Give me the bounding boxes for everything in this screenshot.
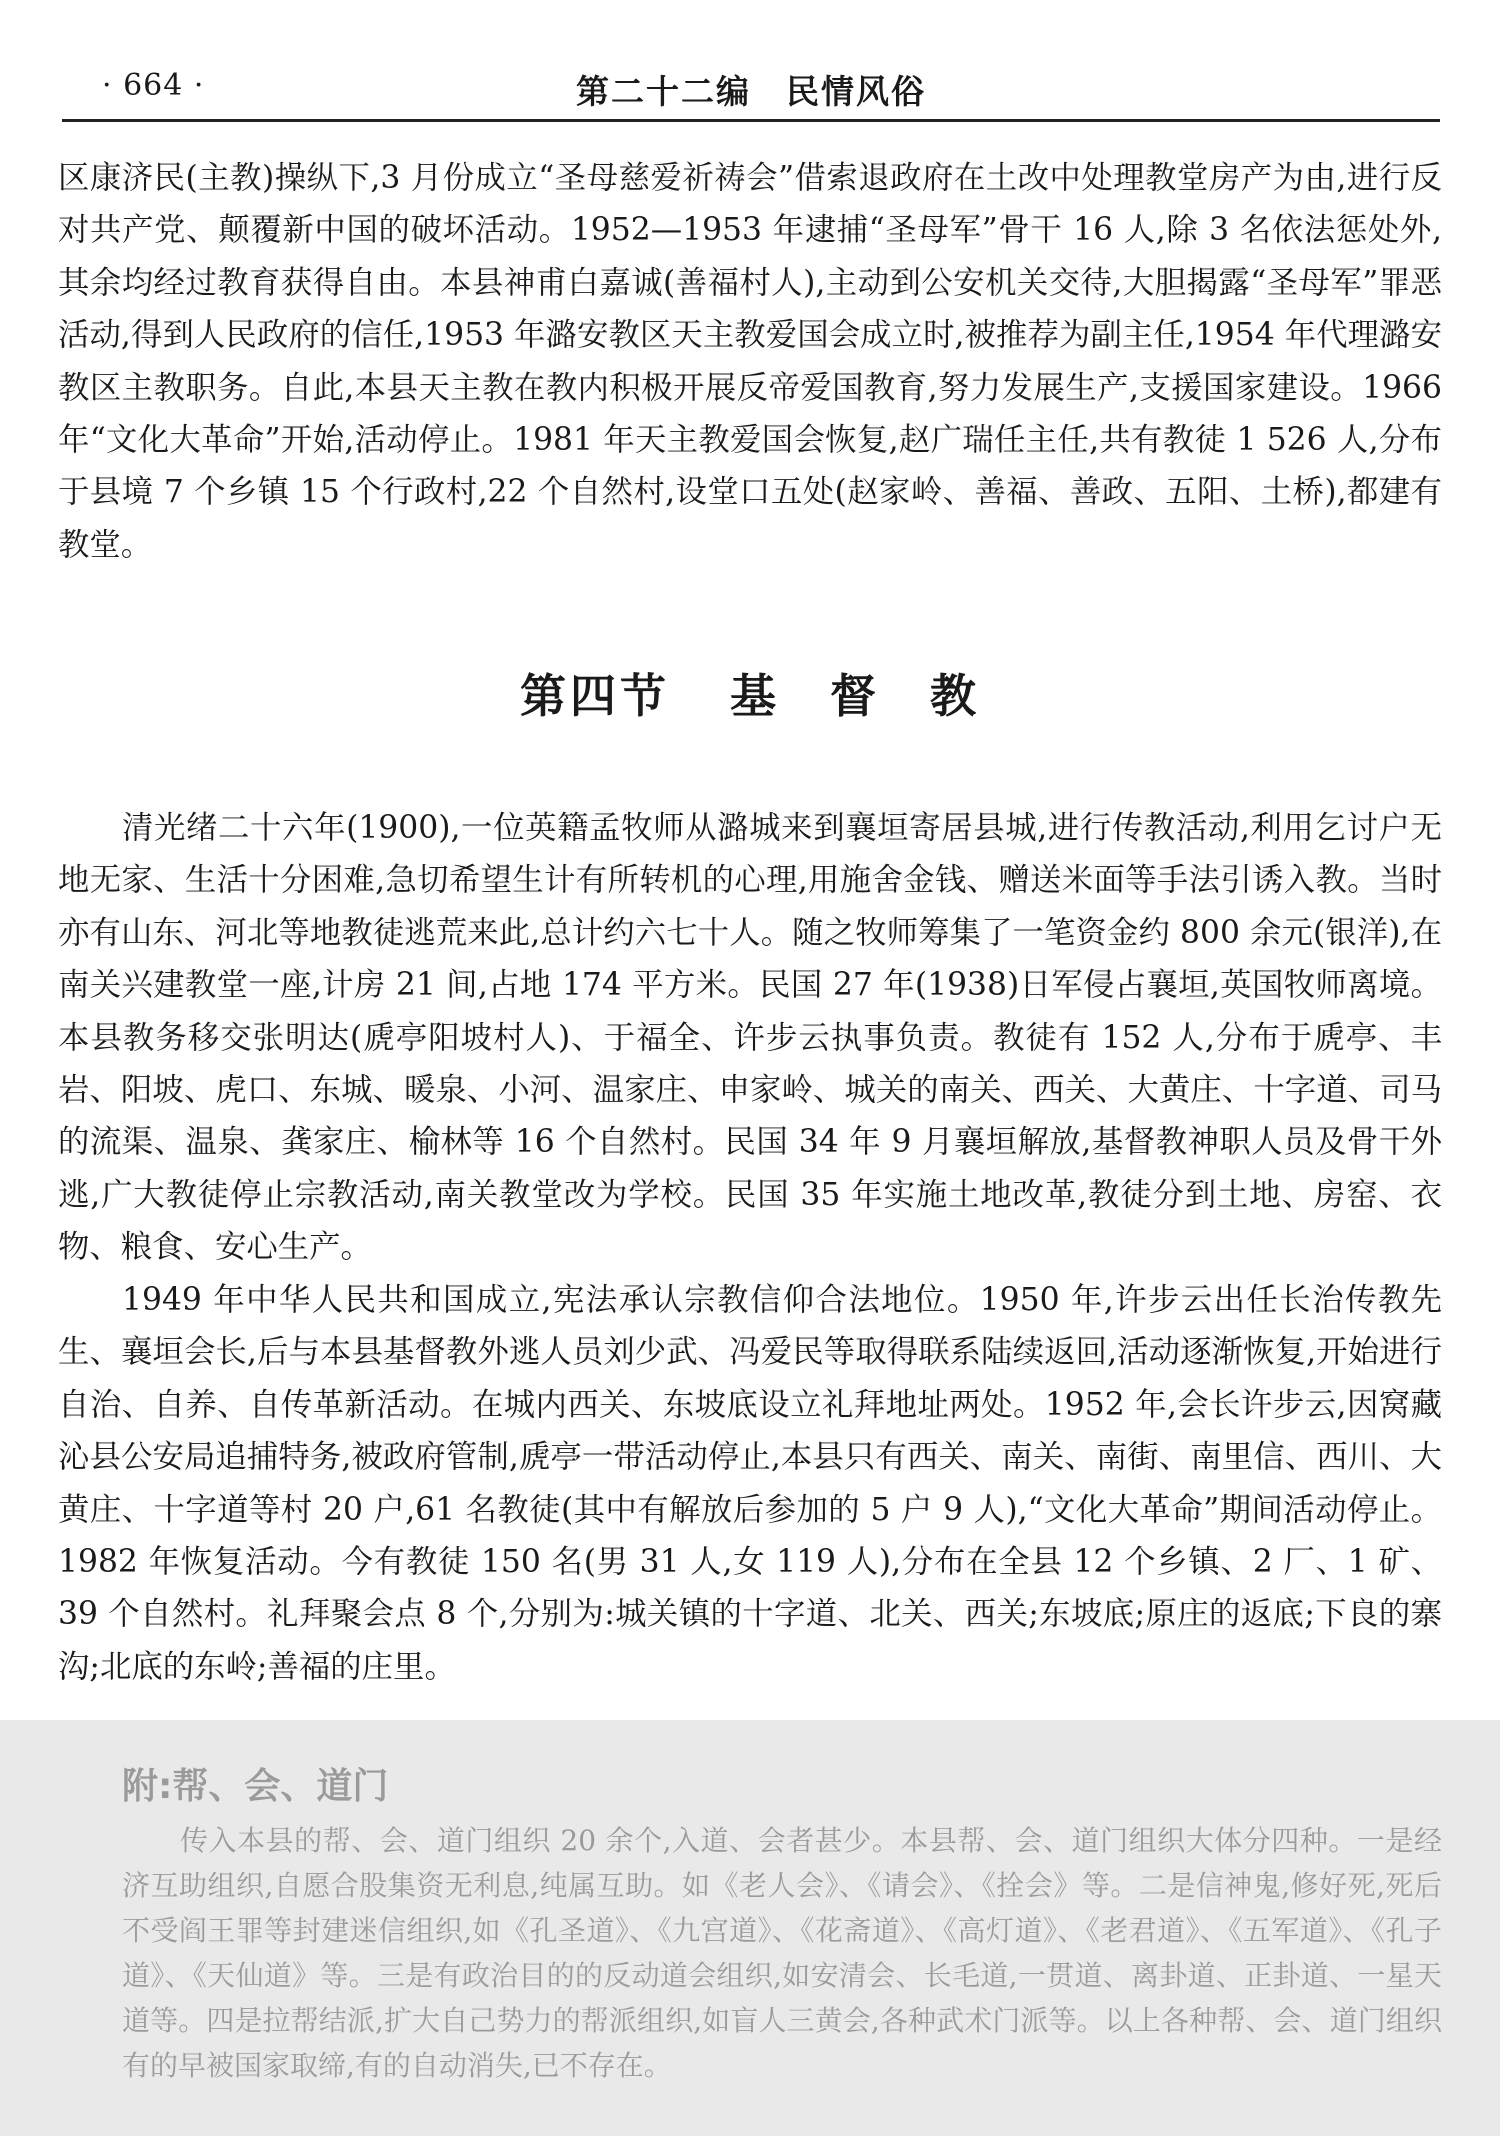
page-number: · 664 ·	[102, 68, 205, 103]
section-paragraph-2: 1949 年中华人民共和国成立,宪法承认宗教信仰合法地位。1950 年,许步云出任长治传教先生、襄垣会长,后与本县基督教外逃人员刘少武、冯爱民等取得联系陆续返回,活动逐渐恢复,开始进行自治、自养、自传革新活动。在城内西关、东坡底设立礼拜地址两处。1952 年,会长许步云,因窝藏沁县公安局追捕特务,被政府管制,虒亭一带活动停止,本县只有西关、南关、南街、南里信、西川、大黄庄、十字道等村 20 户,61 名教徒(其中有解放后参加的 5 户 9 人),“文化大革命”期间活动停止。1982 年恢复活动。今有教徒 150 名(男 31 人,女 119 人),分布在全县 12 个乡镇、2 厂、1 矿、39 个自然村。礼拜聚会点 8 个,分别为:城关镇的十字道、北关、西关;东坡底;原庄的返底;下良的寨沟;北底的东岭;善福的庄里。	[58, 1282, 1442, 1685]
appendix-panel	[0, 1720, 1500, 2136]
section-title	[0, 660, 1500, 726]
header-rule	[62, 119, 1440, 122]
page-header	[62, 58, 1440, 122]
section-heading: 基 督 教	[730, 669, 980, 723]
section-paragraph-1: 清光绪二十六年(1900),一位英籍孟牧师从潞城来到襄垣寄居县城,进行传教活动,利用乞讨户无地无家、生活十分困难,急切希望生计有所转机的心理,用施舍金钱、赠送米面等手法引诱入教。当时亦有山东、河北等地教徒逃荒来此,总计约六七十人。随之牧师筹集了一笔资金约 800 余元(银洋),在南关兴建教堂一座,计房 21 间,占地 174 平方米。民国 27 年(1938)日军侵占襄垣,英国牧师离境。本县教务移交张明达(虒亭阳坡村人)、于福全、许步云执事负责。教徒有 152 人,分布于虒亭、丰岩、阳坡、虎口、东城、暖泉、小河、温家庄、申家岭、城关的南关、西关、大黄庄、十字道、司马的流渠、温泉、龚家庄、榆林等 16 个自然村。民国 34 年 9 月襄垣解放,基督教神职人员及骨干外逃,广大教徒停止宗教活动,南关教堂改为学校。民国 35 年实施土地改革,教徒分到土地、房窑、衣物、粮食、安心生产。	[58, 810, 1442, 1266]
continued-paragraph: 区康济民(主教)操纵下,3 月份成立“圣母慈爱祈祷会”借索退政府在土改中处理教堂房产为由,进行反对共产党、颠覆新中国的破坏活动。1952—1953 年逮捕“圣母军”骨干 16 人,除 3 名依法惩处外,其余均经过教育获得自由。本县神甫白嘉诚(善福村人),主动到公安机关交待,大胆揭露“圣母军”罪恶活动,得到人民政府的信任,1953 年潞安教区天主教爱国会成立时,被推荐为副主任,1954 年代理潞安教区主教职务。自此,本县天主教在教内积极开展反帝爱国教育,努力发展生产,支援国家建设。1966 年“文化大革命”开始,活动停止。1981 年天主教爱国会恢复,赵广瑞任主任,共有教徒 1 526 人,分布于县境 7 个乡镇 15 个行政村,22 个自然村,设堂口五处(赵家岭、善福、善政、五阳、土桥),都建有教堂。	[58, 160, 1442, 563]
appendix-paragraph: 传入本县的帮、会、道门组织 20 余个,入道、会者甚少。本县帮、会、道门组织大体分四种。一是经济互助组织,自愿合股集资无利息,纯属互助。如《老人会》、《请会》、《拴会》等。二是信神鬼,修好死,死后不受阎王罪等封建迷信组织,如《孔圣道》、《九宫道》、《花斋道》、《高灯道》、《老君道》、《五军道》、《孔子道》、《天仙道》等。三是有政治目的的反动道会组织,如安清会、长毛道,一贯道、离卦道、正卦道、一星天道等。四是拉帮结派,扩大自己势力的帮派组织,如盲人三黄会,各种武术门派等。以上各种帮、会、道门组织有的早被国家取缔,有的自动消失,已不存在。	[122, 1824, 1442, 2082]
section-number: 第四节	[520, 669, 670, 723]
running-title: 第二十二编 民情风俗	[576, 72, 926, 111]
appendix-title: 附:帮、会、道门	[122, 1766, 389, 1807]
